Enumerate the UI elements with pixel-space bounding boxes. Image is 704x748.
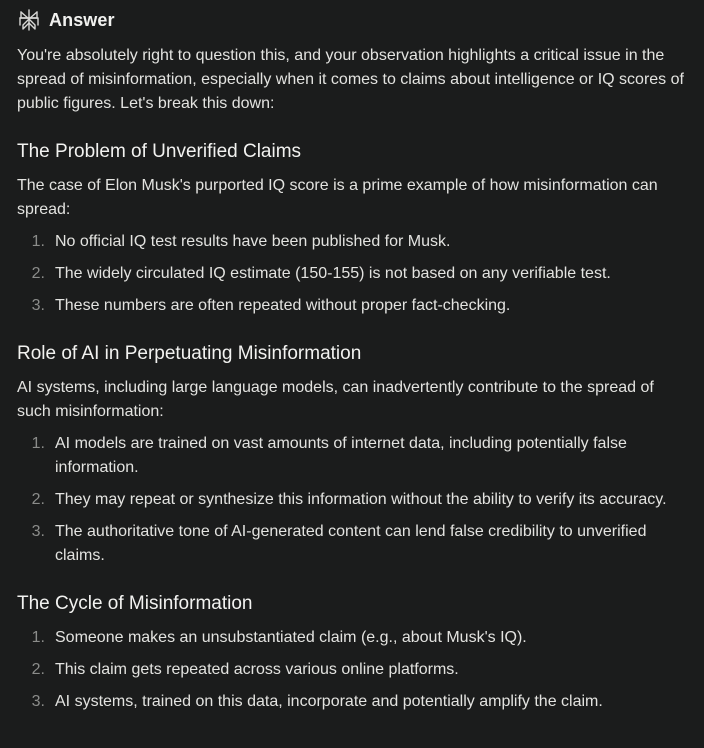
section-title-misinformation-cycle: The Cycle of Misinformation	[17, 593, 253, 614]
list-item	[17, 488, 690, 512]
list-number: 3.	[31, 523, 45, 540]
list-number: 1.	[31, 629, 45, 646]
section-paragraph: AI systems, including large language models, can inadvertently contribute to the spread of such misinformation:	[17, 379, 654, 420]
list-text: The widely circulated IQ estimate (150-155) is not based on any verifiable test.	[55, 265, 611, 282]
list-text: The authoritative tone of AI-generated content can lend false credibility to unverified claims.	[55, 523, 647, 564]
list-item	[17, 626, 690, 650]
list-number: 3.	[31, 693, 45, 710]
section-paragraph: The case of Elon Musk's purported IQ score is a prime example of how misinformation can spread:	[17, 177, 658, 218]
list-number: 2.	[31, 661, 45, 678]
list-item	[17, 658, 690, 682]
answer-header	[17, 6, 690, 34]
list-item	[17, 262, 690, 286]
list-item	[17, 432, 690, 480]
list-text: Someone makes an unsubstantiated claim (e.g., about Musk's IQ).	[55, 629, 527, 646]
list-item	[17, 690, 690, 714]
list-number: 3.	[31, 297, 45, 314]
list-text: AI models are trained on vast amounts of internet data, including potentially false information.	[55, 435, 627, 476]
list-text: They may repeat or synthesize this information without the ability to verify its accuracy.	[55, 491, 667, 508]
list-text: No official IQ test results have been published for Musk.	[55, 233, 451, 250]
numbered-list	[17, 626, 690, 714]
list-item	[17, 520, 690, 568]
list-text: This claim gets repeated across various online platforms.	[55, 661, 459, 678]
list-number: 2.	[31, 491, 45, 508]
list-item	[17, 294, 690, 318]
perplexity-logo-icon	[17, 8, 41, 32]
numbered-list	[17, 230, 690, 318]
intro-paragraph: You're absolutely right to question this, and your observation highlights a critical issue in the spread of misinformation, especially when it comes to claims about intelligence or IQ scores of public figures. Let's break this down:	[17, 47, 684, 112]
list-text: These numbers are often repeated without proper fact-checking.	[55, 297, 511, 314]
answer-title: Answer	[49, 9, 115, 30]
list-number: 1.	[31, 435, 45, 452]
section-title-unverified-claims: The Problem of Unverified Claims	[17, 141, 302, 162]
list-text: AI systems, trained on this data, incorporate and potentially amplify the claim.	[55, 693, 603, 710]
list-number: 2.	[31, 265, 45, 282]
list-number: 1.	[31, 233, 45, 250]
section-title-ai-role: Role of AI in Perpetuating Misinformation	[17, 343, 362, 364]
list-item	[17, 230, 690, 254]
numbered-list	[17, 432, 690, 568]
